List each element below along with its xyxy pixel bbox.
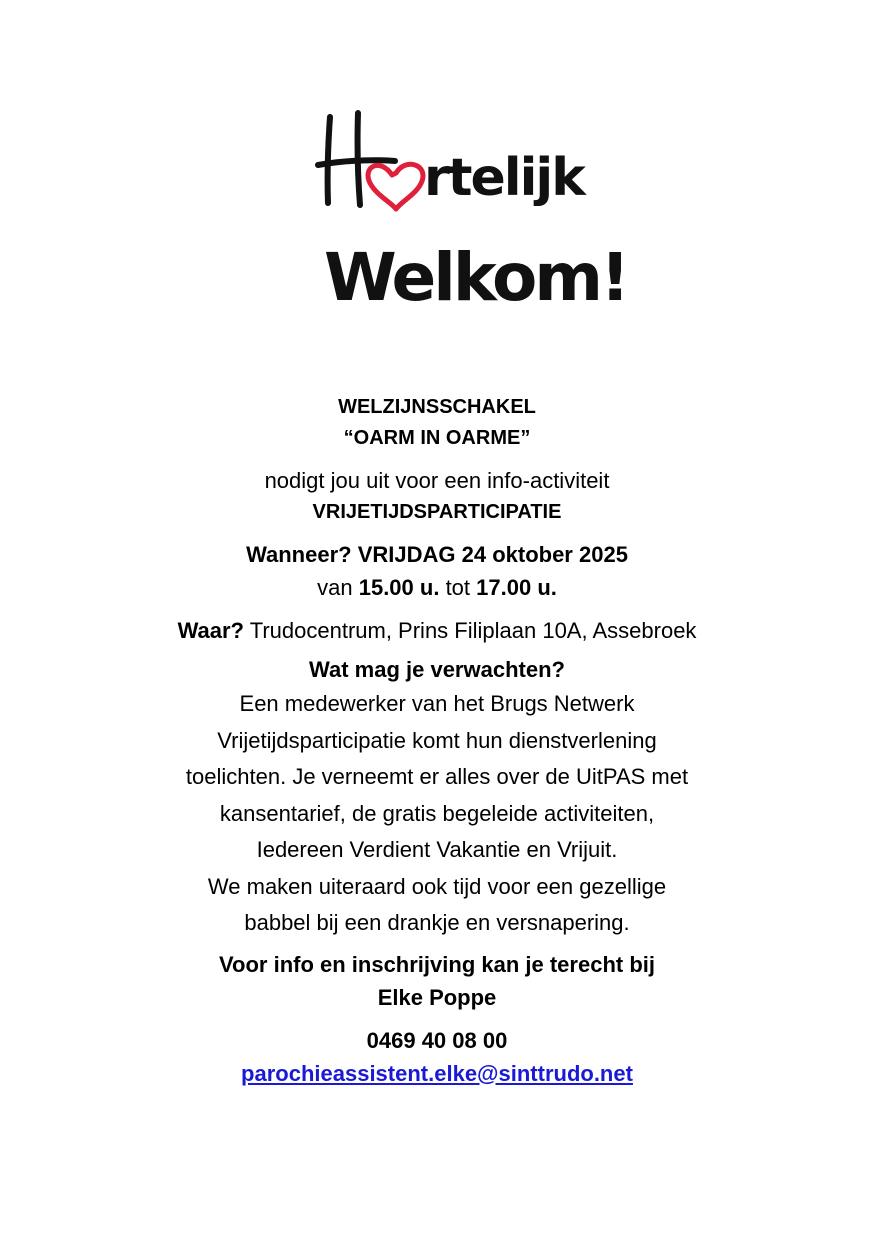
handwritten-welcome-graphic [300, 95, 628, 325]
contact-phone: 0469 40 08 00 [366, 1027, 508, 1053]
expect-line-3: toelichten. Je verneemt er alles over de UitPAS met [185, 764, 689, 789]
when-end: 17.00 u. [476, 575, 557, 600]
logo-line1-rest: rtelijk [424, 148, 584, 208]
welcome-logo [300, 95, 628, 325]
when-start: 15.00 u. [358, 575, 440, 600]
expect-line-6: We maken uiteraard ook tijd voor een gezellige [207, 873, 667, 899]
group-title: “OARM IN OARME” [343, 427, 531, 449]
expect-line-1: Een medewerker van het Brugs Netwerk [239, 691, 635, 716]
expect-line-7: babbel bij een drankje en versnapering. [244, 910, 630, 935]
expect-line-2: Vrijetijdsparticipatie komt hun dienstverlening [217, 727, 657, 753]
when-prefix: van [317, 575, 353, 600]
when-middle: tot [445, 575, 471, 600]
when-label: Wanneer? VRIJDAG 24 oktober 2025 [246, 542, 628, 567]
contact-line: Voor info en inschrijving kan je terecht bij [218, 951, 655, 977]
flyer-content [0, 392, 874, 1090]
contact-name: Elke Poppe [377, 984, 497, 1010]
email-row [0, 1057, 874, 1090]
org-title: WELZIJNSSCHAKEL [338, 396, 536, 418]
invite-intro: nodigt jou uit voor een info-activiteit [264, 468, 610, 493]
heart-icon [368, 164, 423, 209]
expect-line-5: Iedereen Verdient Vakantie en Vrijuit. [256, 837, 618, 862]
where-label: Waar? [177, 618, 244, 643]
when-time [0, 571, 874, 604]
logo-line2: Welkom! [324, 239, 628, 316]
expect-title: Wat mag je verwachten? [309, 657, 565, 682]
expect-line-4: kansentarief, de gratis begeleide activiteiten, [219, 800, 655, 826]
where-line [0, 614, 874, 647]
invite-topic: VRIJETIJDSPARTICIPATIE [312, 501, 562, 523]
where-value: Trudocentrum, Prins Filiplaan 10A, Assebroek [249, 618, 697, 643]
email-link[interactable]: parochieassistent.elke@sinttrudo.net [241, 1060, 633, 1086]
